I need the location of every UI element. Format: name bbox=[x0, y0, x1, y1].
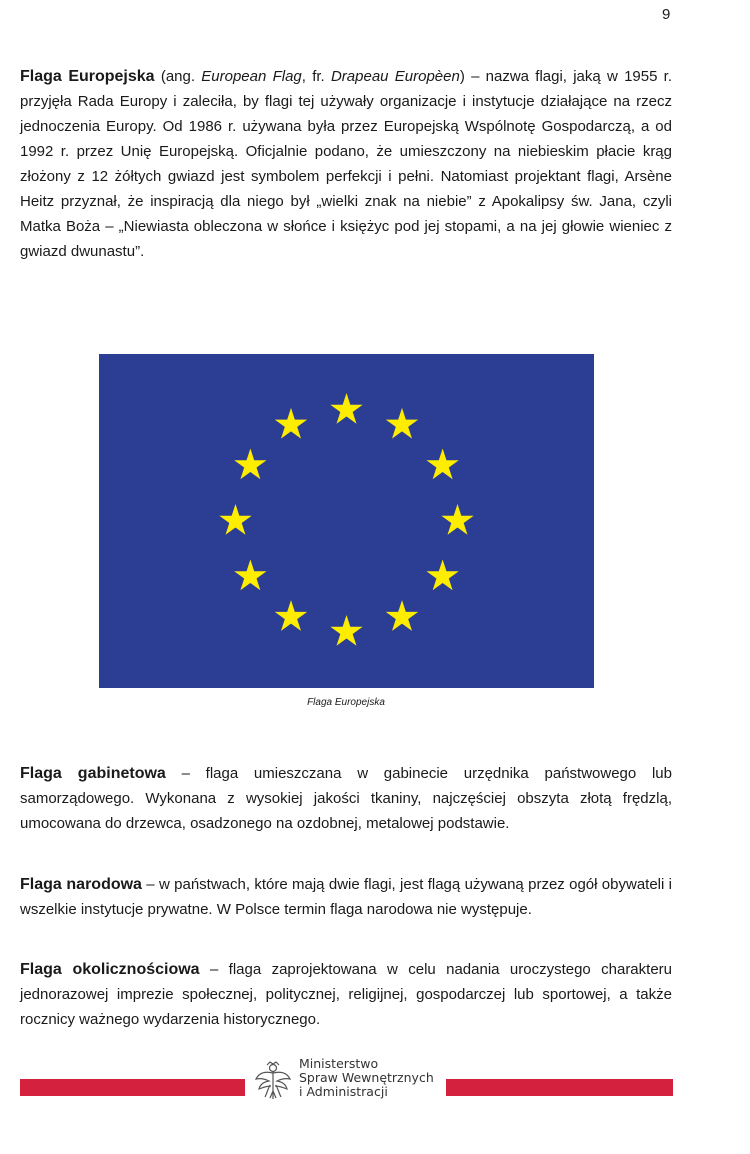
ministry-line: Spraw Wewnętrznych bbox=[299, 1070, 434, 1085]
text-part: – flaga zaprojektowana w celu nadania uroczystego charakteru jednorazowej imprezie społecznej, politycznej, religijnej, gospodarczej lub sportowej, a także rocznicy ważnego wydarzenia historycznego. bbox=[20, 961, 673, 1028]
ministry-name bbox=[299, 1057, 434, 1099]
paragraph-flaga-gabinetowa bbox=[20, 761, 672, 836]
term-flaga-europejska: Flaga Europejska bbox=[20, 68, 155, 85]
ministry-line: i Administracji bbox=[299, 1084, 388, 1099]
paragraph-flaga-okolicznosciowa bbox=[20, 957, 672, 1032]
french-name: Drapeau Europèen bbox=[330, 68, 460, 85]
term-flaga-gabinetowa: Flaga gabinetowa bbox=[20, 765, 166, 782]
term-flaga-narodowa: Flaga narodowa bbox=[20, 876, 142, 893]
text-part: (ang. bbox=[154, 68, 202, 85]
paragraph-flaga-narodowa bbox=[20, 872, 672, 922]
text-part: – w państwach, które mają dwie flagi, jest flagą używaną przez ogół obywateli i wszelkie instytucje prywatne. W Polsce termin flaga narodowa nie występuje. bbox=[20, 876, 672, 918]
english-name: European Flag bbox=[201, 68, 302, 85]
term-flaga-okolicznosciowa: Flaga okolicznościowa bbox=[20, 961, 200, 978]
paragraph-flaga-europejska bbox=[20, 64, 672, 264]
footer-bar-left bbox=[20, 1079, 245, 1096]
polish-eagle-icon bbox=[253, 1059, 293, 1101]
footer-bar-right bbox=[446, 1079, 673, 1096]
text-part: – flaga umieszczana w gabinecie urzędnika państwowego lub samorządowego. Wykonana z wysokiej jakości tkaniny, najczęściej obszyta złotą frędzlą, umocowana do drzewca, osadzonego na ozdobnej, metalowej podstawie. bbox=[20, 765, 672, 832]
text-part: ) – nazwa flagi, jaką w 1955 r. przyjęła Rada Europy i zaleciła, by flagi tej używały organizacje i instytucje działające na rzecz jednoczenia Europy. Od 1986 r. używana była przez Europejską Wspólnotę Gospodarczą, a od 1992 r. przez Unię Europejską. Oficjalnie podano, że umieszczony na niebieskim płacie krąg złożony z 12 żółtych gwiazd jest symbolem perfekcji i pełni. Natomiast projektant flagi, Arsène Heitz przyznał, że inspiracją dla niego był „wielki znak na niebie” z Apokalipsy św. Jana, czyli Matka Boża – „Niewiasta obleczona w słońce i księżyc pod jej stopami, a na jej głowie wieniec z gwiazd dwunastu”. bbox=[20, 68, 673, 260]
text-part: , fr. bbox=[301, 68, 331, 85]
page-number: 9 bbox=[662, 6, 671, 23]
european-flag-image bbox=[99, 354, 594, 688]
figure-caption: Flaga Europejska bbox=[307, 697, 385, 708]
ministry-line: Ministerstwo bbox=[299, 1056, 379, 1071]
